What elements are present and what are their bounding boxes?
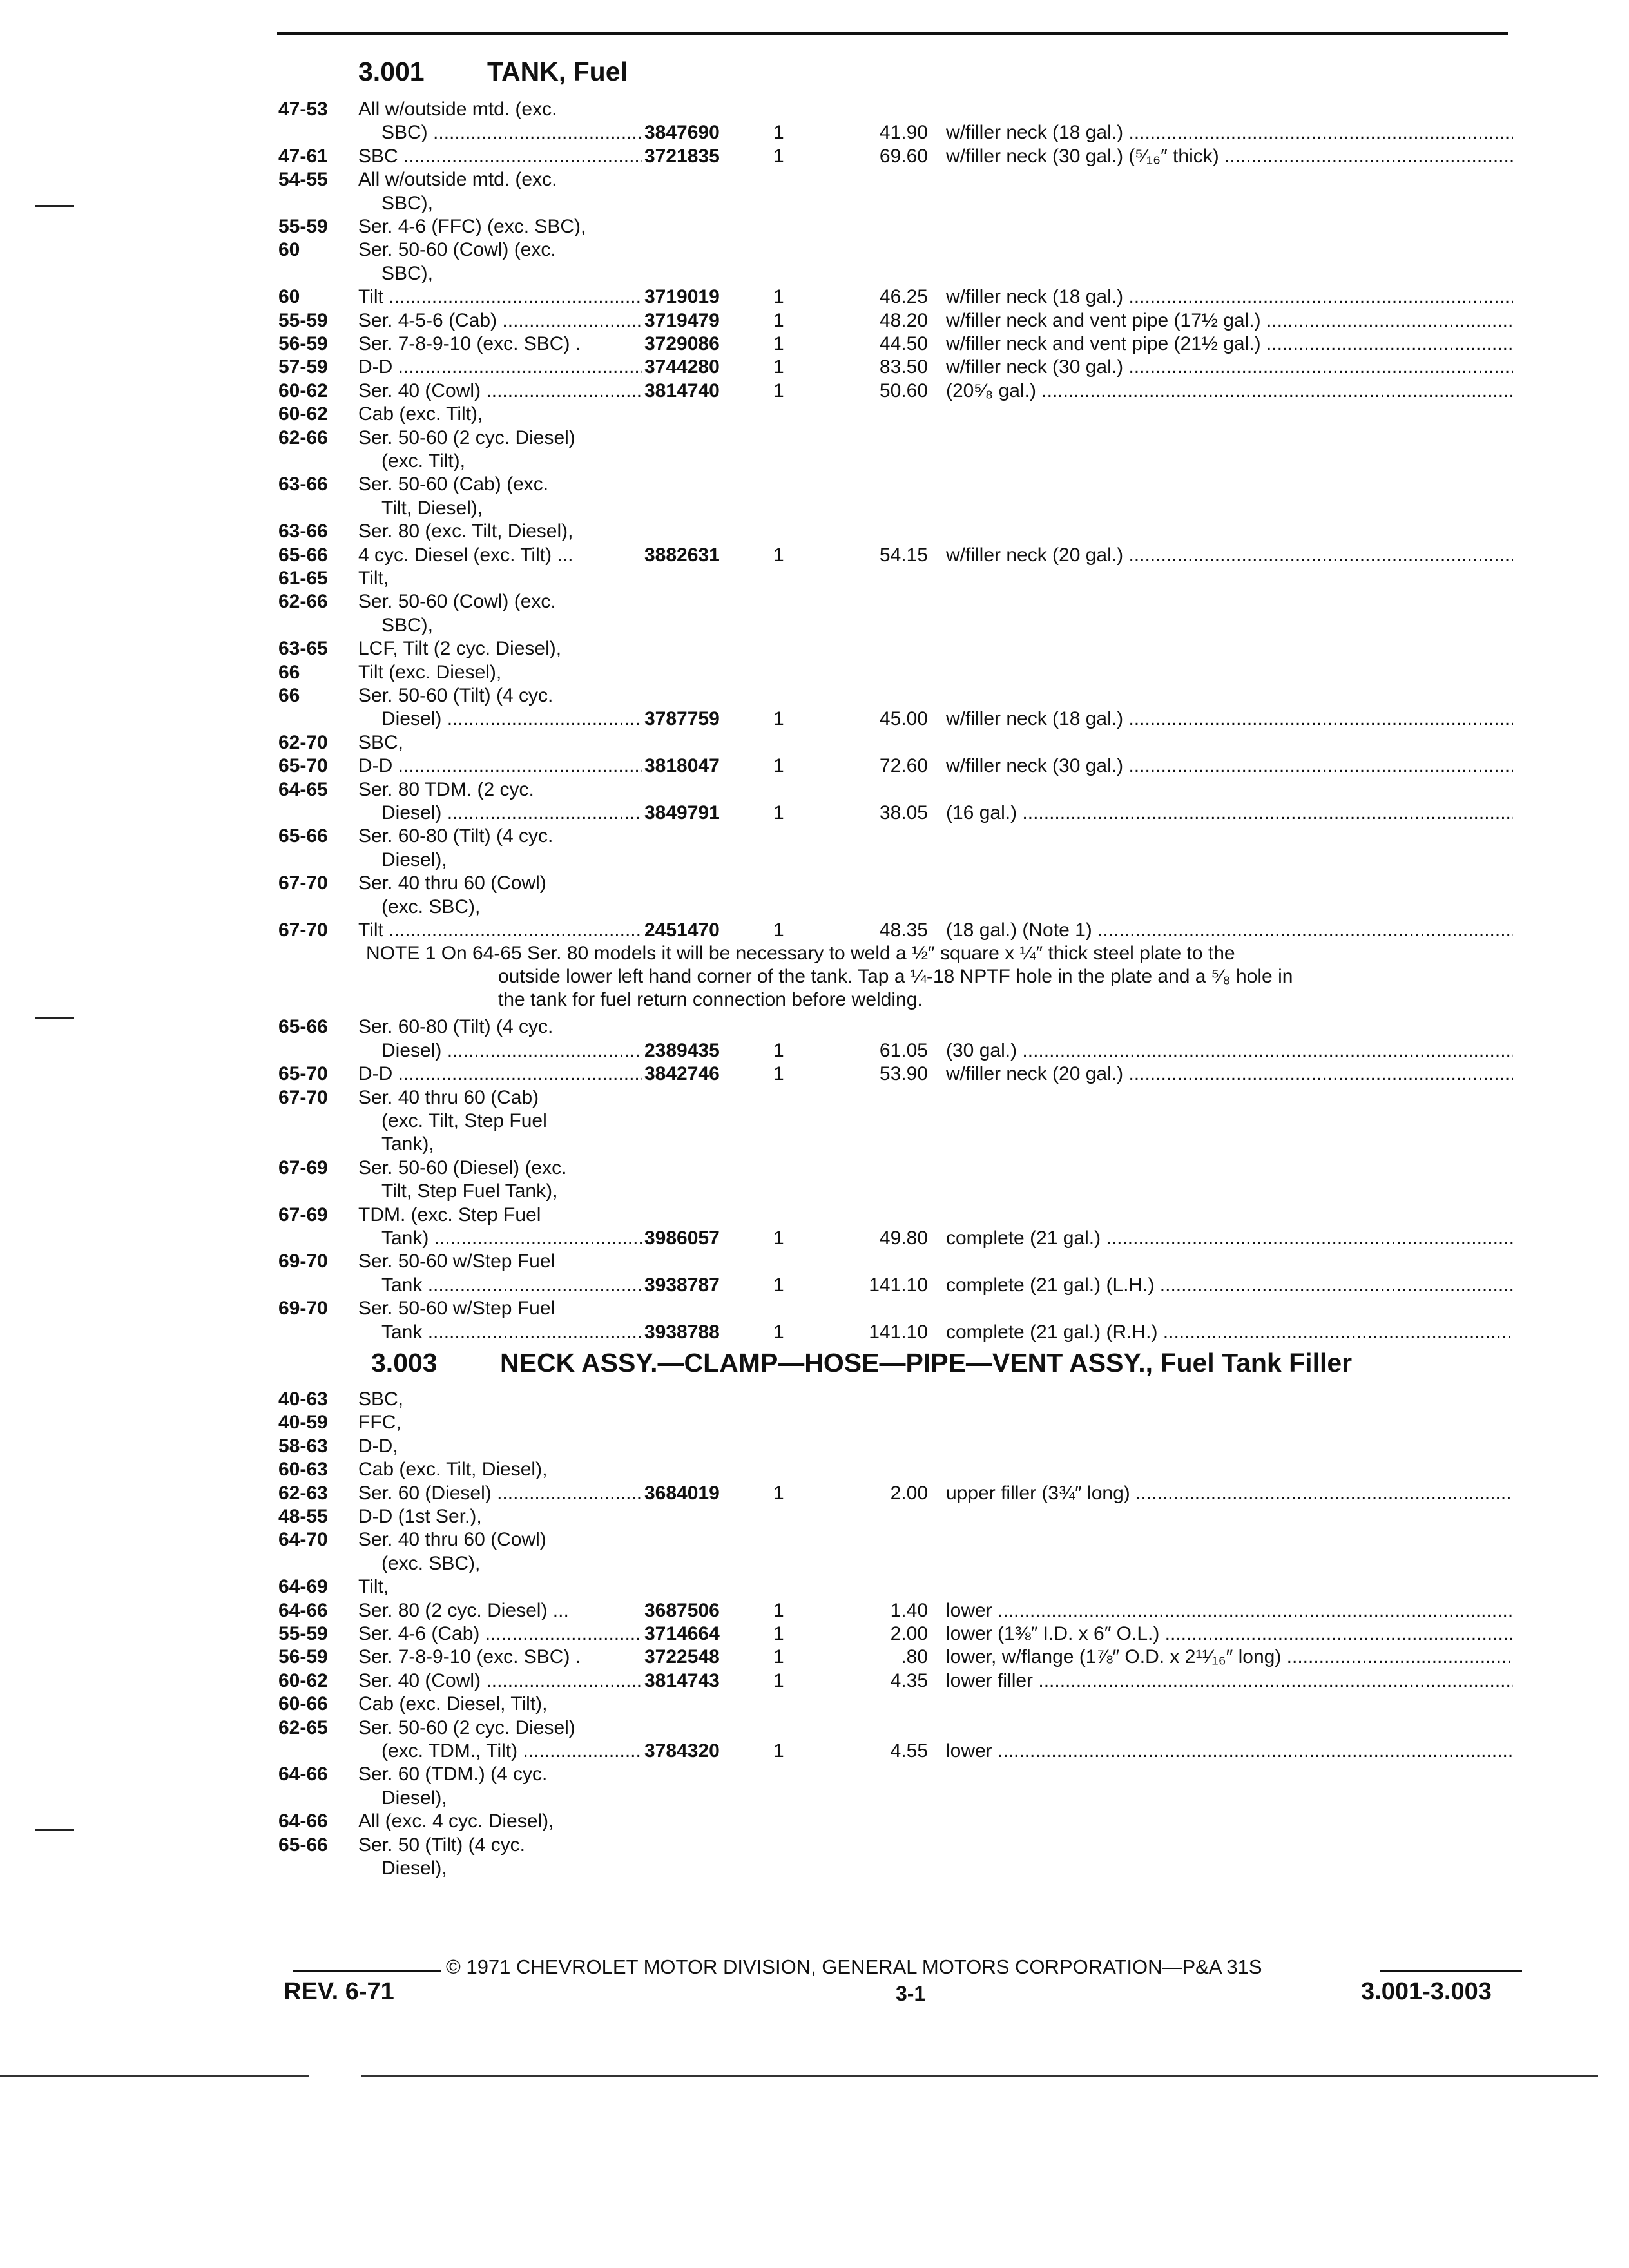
price: 46.25 — [879, 286, 928, 308]
model-description: Ser. 40 (Cowl) ..... — [358, 1669, 642, 1693]
model-description: Diesel) ..... — [358, 1039, 642, 1062]
part-number: 3687506 — [644, 1599, 720, 1621]
margin-mark — [35, 1829, 74, 1831]
model-description: TDM. (exc. Step Fuel — [358, 1204, 541, 1225]
quantity: 1 — [773, 286, 784, 308]
margin-mark — [35, 205, 74, 207]
model-years: 60 — [278, 286, 300, 308]
remarks: w/filler neck (18 gal.) ..... — [946, 121, 1513, 144]
remarks: complete (21 gal.) (R.H.) ..... — [946, 1321, 1513, 1344]
price: 41.90 — [879, 122, 928, 144]
price: 4.55 — [890, 1740, 928, 1762]
model-description: Cab (exc. Diesel, Tilt), — [358, 1693, 548, 1715]
top-rule — [277, 32, 1508, 35]
model-years: 62-66 — [278, 427, 328, 448]
model-years: 47-53 — [278, 99, 328, 120]
remarks: complete (21 gal.) ..... — [946, 1227, 1513, 1250]
remarks: lower ..... — [946, 1740, 1513, 1763]
model-description: Ser. 4-6 (FFC) (exc. SBC), — [358, 216, 586, 237]
model-description: Ser. 60-80 (Tilt) (4 cyc. — [358, 825, 554, 847]
price: 72.60 — [879, 755, 928, 777]
model-years: 67-70 — [278, 1086, 328, 1108]
part-number: 3684019 — [644, 1482, 720, 1504]
model-description: D-D, — [358, 1435, 398, 1457]
quantity: 1 — [773, 802, 784, 823]
quantity: 1 — [773, 1321, 784, 1343]
part-number: 3986057 — [644, 1227, 720, 1249]
price: 48.20 — [879, 309, 928, 331]
price: 69.60 — [879, 145, 928, 167]
model-years: 60-62 — [278, 403, 328, 425]
remarks: (30 gal.) ..... — [946, 1039, 1513, 1062]
model-description: Ser. 50-60 (Cab) (exc. — [358, 474, 549, 495]
model-description: SBC), — [381, 614, 434, 636]
part-number: 3814743 — [644, 1669, 720, 1691]
model-years: 62-65 — [278, 1716, 328, 1738]
model-years: 47-61 — [278, 145, 328, 167]
part-number: 3722548 — [644, 1646, 720, 1668]
model-description: Ser. 50-60 (2 cyc. Diesel) — [358, 1716, 575, 1738]
quantity: 1 — [773, 1599, 784, 1621]
model-years: 65-66 — [278, 1016, 328, 1038]
model-description: Tilt ..... — [358, 919, 642, 942]
model-years: 62-63 — [278, 1482, 328, 1504]
remarks: w/filler neck and vent pipe (17½ gal.) ..... — [946, 309, 1513, 332]
price: 141.10 — [869, 1274, 928, 1296]
price: 50.60 — [879, 380, 928, 401]
model-years: 65-70 — [278, 755, 328, 777]
price: .80 — [901, 1646, 928, 1668]
remarks: (18 gal.) (Note 1) ..... — [946, 919, 1513, 942]
price: 54.15 — [879, 544, 928, 566]
model-description: Cab (exc. Tilt), — [358, 403, 483, 425]
model-years: 63-66 — [278, 521, 328, 543]
model-years: 64-66 — [278, 1811, 328, 1832]
model-description: Tilt, Diesel), — [381, 497, 483, 519]
model-description: LCF, Tilt (2 cyc. Diesel), — [358, 638, 562, 660]
model-years: 58-63 — [278, 1435, 328, 1457]
model-years: 40-59 — [278, 1412, 328, 1434]
model-description: SBC, — [358, 731, 404, 753]
model-description: Tank ..... — [358, 1321, 642, 1344]
part-number: 3849791 — [644, 802, 720, 823]
model-years: 54-55 — [278, 169, 328, 191]
model-description: Tilt ..... — [358, 285, 642, 309]
model-years: 62-66 — [278, 591, 328, 613]
model-years: 64-70 — [278, 1529, 328, 1551]
quantity: 1 — [773, 1669, 784, 1691]
model-description: Ser. 50-60 w/Step Fuel — [358, 1251, 555, 1273]
model-description: Ser. 50-60 w/Step Fuel — [358, 1298, 555, 1320]
model-description: D-D (1st Ser.), — [358, 1506, 482, 1527]
remarks: complete (21 gal.) (L.H.) ..... — [946, 1274, 1513, 1297]
quantity: 1 — [773, 919, 784, 941]
model-description: Ser. 40 thru 60 (Cowl) — [358, 872, 546, 894]
model-description: All w/outside mtd. (exc. — [358, 99, 557, 120]
model-years: 64-66 — [278, 1599, 328, 1621]
model-years: 55-59 — [278, 216, 328, 237]
remarks: w/filler neck (18 gal.) ..... — [946, 285, 1513, 309]
model-description: Ser. 40 (Cowl) ..... — [358, 380, 642, 403]
model-description: SBC, — [358, 1389, 404, 1410]
model-description: D-D ..... — [358, 754, 642, 778]
remarks: w/filler neck (30 gal.) ..... — [946, 356, 1513, 379]
model-years: 63-65 — [278, 638, 328, 660]
model-description: SBC ..... — [358, 145, 642, 168]
part-number: 3814740 — [644, 380, 720, 401]
model-description: Tilt, — [358, 1576, 389, 1598]
quantity: 1 — [773, 1740, 784, 1762]
part-number: 3714664 — [644, 1623, 720, 1644]
quantity: 1 — [773, 1482, 784, 1504]
remarks: w/filler neck (30 gal.) ..... — [946, 754, 1513, 778]
model-description: (exc. SBC), — [381, 1552, 481, 1574]
footer-page-number: 3-1 — [896, 1982, 926, 2005]
model-description: Tank) ..... — [358, 1227, 642, 1250]
quantity: 1 — [773, 145, 784, 167]
model-years: 69-70 — [278, 1251, 328, 1273]
price: 48.35 — [879, 919, 928, 941]
remarks: w/filler neck and vent pipe (21½ gal.) ..... — [946, 332, 1513, 356]
remarks: lower (1⅜″ I.D. x 6″ O.L.) ..... — [946, 1622, 1513, 1646]
scan-line — [0, 2075, 309, 2077]
model-description: Ser. 7-8-9-10 (exc. SBC) . — [358, 333, 581, 354]
quantity: 1 — [773, 1274, 784, 1296]
section-title-3-001: 3.001 TANK, Fuel — [358, 57, 628, 86]
footer-section-range: 3.001-3.003 — [1361, 1978, 1492, 2005]
note-1 — [366, 942, 1513, 1012]
price: 83.50 — [879, 356, 928, 378]
model-description: Diesel) ..... — [358, 707, 642, 731]
model-years: 67-70 — [278, 872, 328, 894]
model-description: Ser. 50-60 (Cowl) (exc. — [358, 591, 556, 613]
model-description: Tilt (exc. Diesel), — [358, 661, 502, 683]
remarks: w/filler neck (30 gal.) (⁵⁄₁₆″ thick) ..... — [946, 145, 1513, 168]
model-description: Tilt, Step Fuel Tank), — [381, 1180, 558, 1202]
price: 44.50 — [879, 333, 928, 354]
model-description: Diesel), — [381, 1858, 447, 1879]
quantity: 1 — [773, 380, 784, 401]
model-years: 55-59 — [278, 309, 328, 331]
quantity: 1 — [773, 122, 784, 144]
model-description: Ser. 50 (Tilt) (4 cyc. — [358, 1834, 525, 1856]
quantity: 1 — [773, 708, 784, 730]
model-description: Ser. 40 thru 60 (Cab) — [358, 1086, 539, 1108]
model-years: 67-70 — [278, 919, 328, 941]
model-description: Ser. 80 (2 cyc. Diesel) ... — [358, 1599, 569, 1621]
model-years: 64-69 — [278, 1576, 328, 1598]
quantity: 1 — [773, 333, 784, 354]
model-years: 64-66 — [278, 1763, 328, 1785]
note-line: outside lower left hand corner of the tank. Tap a ¼-18 NPTF hole in the plate and a ⁵⁄₈ hole in — [498, 966, 1293, 988]
model-description: Ser. 4-5-6 (Cab) ..... — [358, 309, 642, 332]
model-years: 69-70 — [278, 1298, 328, 1320]
model-description: SBC), — [381, 192, 434, 214]
part-number: 3818047 — [644, 755, 720, 777]
note-line: the tank for fuel return connection before welding. — [498, 989, 923, 1011]
part-number: 3842746 — [644, 1063, 720, 1085]
price: 2.00 — [890, 1623, 928, 1644]
model-description: Ser. 50-60 (Diesel) (exc. — [358, 1157, 567, 1178]
model-description: All w/outside mtd. (exc. — [358, 169, 557, 191]
model-years: 64-65 — [278, 778, 328, 800]
model-years: 65-66 — [278, 544, 328, 566]
model-description: Ser. 50-60 (Tilt) (4 cyc. — [358, 685, 554, 706]
section-title-3-003: 3.003 NECK ASSY.—CLAMP—HOSE—PIPE—VENT ASSY., Fuel Tank Filler — [371, 1348, 1353, 1378]
part-number: 2389435 — [644, 1039, 720, 1061]
model-years: 57-59 — [278, 356, 328, 378]
model-description: Ser. 4-6 (Cab) ..... — [358, 1622, 642, 1646]
price: 4.35 — [890, 1669, 928, 1691]
price: 53.90 — [879, 1063, 928, 1085]
model-years: 60 — [278, 239, 300, 261]
part-number: 3719019 — [644, 286, 720, 308]
model-description: Tank), — [381, 1133, 434, 1155]
remarks: lower filler ..... — [946, 1669, 1513, 1693]
scan-line — [361, 2075, 1598, 2077]
part-number: 2451470 — [644, 919, 720, 941]
model-description: Tilt, — [358, 568, 389, 589]
footer-revision: REV. 6-71 — [284, 1978, 394, 2005]
part-number: 3847690 — [644, 122, 720, 144]
part-number: 3787759 — [644, 708, 720, 730]
model-description: Diesel), — [381, 849, 447, 870]
quantity: 1 — [773, 1039, 784, 1061]
part-number: 3721835 — [644, 145, 720, 167]
footer-rule-right — [1380, 1970, 1522, 1972]
model-description: SBC) ..... — [358, 121, 642, 144]
model-years: 40-63 — [278, 1389, 328, 1410]
model-description: D-D ..... — [358, 356, 642, 379]
model-description: D-D ..... — [358, 1062, 642, 1086]
model-years: 65-70 — [278, 1063, 328, 1085]
remarks: w/filler neck (20 gal.) ..... — [946, 1062, 1513, 1086]
model-description: (exc. SBC), — [381, 896, 481, 918]
model-years: 60-66 — [278, 1693, 328, 1715]
model-description: Ser. 50-60 (2 cyc. Diesel) — [358, 427, 575, 448]
price: 45.00 — [879, 708, 928, 730]
price: 141.10 — [869, 1321, 928, 1343]
remarks: upper filler (3¾″ long) ..... — [946, 1482, 1513, 1505]
remarks: (20⁵⁄₈ gal.) ..... — [946, 380, 1513, 403]
model-years: 67-69 — [278, 1157, 328, 1178]
model-description: Ser. 50-60 (Cowl) (exc. — [358, 239, 556, 261]
model-years: 62-70 — [278, 731, 328, 753]
model-description: SBC), — [381, 262, 434, 284]
part-number: 3882631 — [644, 544, 720, 566]
model-years: 60-62 — [278, 1669, 328, 1691]
quantity: 1 — [773, 1623, 784, 1644]
model-description: Diesel), — [381, 1787, 447, 1809]
model-years: 66 — [278, 661, 300, 683]
model-years: 63-66 — [278, 474, 328, 495]
quantity: 1 — [773, 1227, 784, 1249]
model-description: Tank ..... — [358, 1274, 642, 1297]
model-years: 56-59 — [278, 1646, 328, 1668]
model-years: 60-62 — [278, 380, 328, 401]
model-years: 65-66 — [278, 1834, 328, 1856]
model-description: 4 cyc. Diesel (exc. Tilt) ... — [358, 544, 574, 566]
model-description: FFC, — [358, 1412, 401, 1434]
note-line: NOTE 1 On 64-65 Ser. 80 models it will be necessary to weld a ½″ square x ¼″ thick steel plate to the — [366, 943, 1235, 965]
model-description: Cab (exc. Tilt, Diesel), — [358, 1459, 548, 1481]
model-description: Diesel) ..... — [358, 802, 642, 825]
quantity: 1 — [773, 1063, 784, 1085]
remarks: w/filler neck (20 gal.) ..... — [946, 544, 1513, 567]
price: 1.40 — [890, 1599, 928, 1621]
remarks: lower ..... — [946, 1599, 1513, 1622]
model-years: 67-69 — [278, 1204, 328, 1225]
quantity: 1 — [773, 755, 784, 777]
model-description: Ser. 80 (exc. Tilt, Diesel), — [358, 521, 574, 543]
quantity: 1 — [773, 356, 784, 378]
model-years: 66 — [278, 685, 300, 706]
part-number: 3938788 — [644, 1321, 720, 1343]
price: 2.00 — [890, 1482, 928, 1504]
model-years: 61-65 — [278, 568, 328, 589]
model-years: 60-63 — [278, 1459, 328, 1481]
quantity: 1 — [773, 1646, 784, 1668]
model-description: Ser. 7-8-9-10 (exc. SBC) . — [358, 1646, 581, 1668]
model-description: (exc. Tilt, Step Fuel — [381, 1110, 547, 1131]
part-number: 3729086 — [644, 333, 720, 354]
part-number: 3719479 — [644, 309, 720, 331]
footer-rule-left — [293, 1970, 441, 1972]
quantity: 1 — [773, 544, 784, 566]
model-description: Ser. 60-80 (Tilt) (4 cyc. — [358, 1016, 554, 1038]
model-description: Ser. 40 thru 60 (Cowl) — [358, 1529, 546, 1551]
model-description: All (exc. 4 cyc. Diesel), — [358, 1811, 554, 1832]
model-description: (exc. TDM., Tilt) ..... — [358, 1740, 642, 1763]
footer-copyright: © 1971 CHEVROLET MOTOR DIVISION, GENERAL MOTORS CORPORATION—P&A 31S — [446, 1956, 1262, 1978]
part-number: 3938787 — [644, 1274, 720, 1296]
price: 38.05 — [879, 802, 928, 823]
model-description: Ser. 80 TDM. (2 cyc. — [358, 778, 534, 800]
model-years: 48-55 — [278, 1506, 328, 1527]
price: 61.05 — [879, 1039, 928, 1061]
remarks: (16 gal.) ..... — [946, 802, 1513, 825]
model-years: 65-66 — [278, 825, 328, 847]
remarks: w/filler neck (18 gal.) ..... — [946, 707, 1513, 731]
remarks: lower, w/flange (1⅞″ O.D. x 2¹¹⁄₁₆″ long) ..... — [946, 1646, 1513, 1669]
margin-mark — [35, 1017, 74, 1019]
model-description: Ser. 60 (Diesel) ..... — [358, 1482, 642, 1505]
price: 49.80 — [879, 1227, 928, 1249]
part-number: 3784320 — [644, 1740, 720, 1762]
model-description: (exc. Tilt), — [381, 450, 466, 472]
part-number: 3744280 — [644, 356, 720, 378]
model-description: Ser. 60 (TDM.) (4 cyc. — [358, 1763, 548, 1785]
quantity: 1 — [773, 309, 784, 331]
model-years: 55-59 — [278, 1623, 328, 1644]
model-years: 56-59 — [278, 333, 328, 354]
